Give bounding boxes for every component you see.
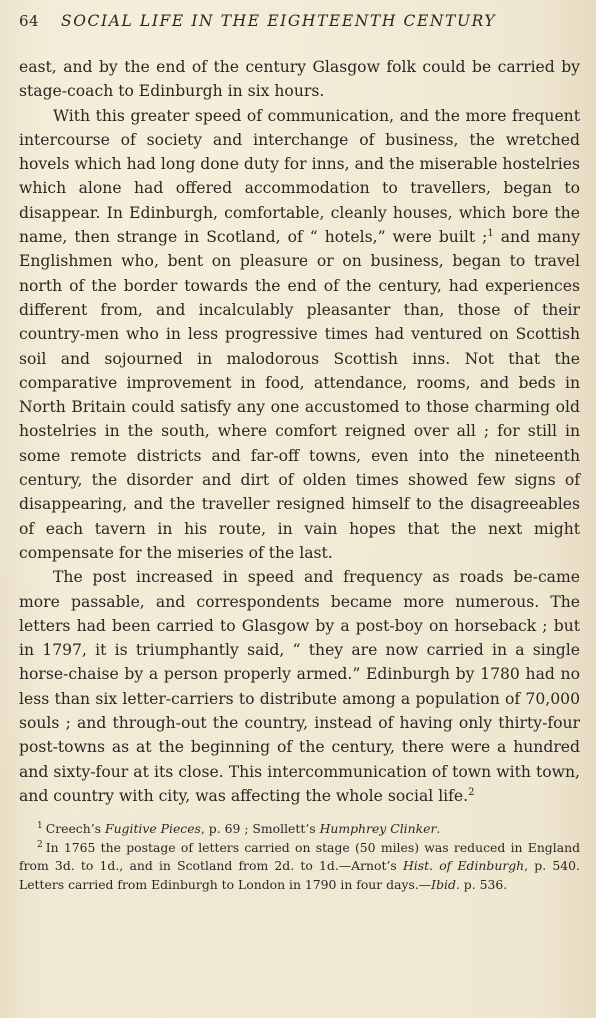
footnotes <box>19 820 580 894</box>
footnote-1-text-b: , p. 69 ; Smollett’s <box>200 821 320 837</box>
footnote-1-text-a: Creech’s <box>45 821 105 837</box>
footnote-1-title-fugitive-pieces: Fugitive Pieces <box>104 821 201 837</box>
footnote-1 <box>19 820 580 839</box>
page-header <box>19 12 580 36</box>
body-text <box>19 55 580 808</box>
paragraph-3-text: The post increased in speed and frequency as roads be-came more passable, and correspondents became more numerous. The letters had been carried to Glasgow by a post-boy on horseback ; but in 1797, it is triumphantly said, “ they are now carried in a single horse-chaise by a person properly armed.” Edinburgh by 1780 had no less than six letter-carriers to distribute among a population of 70,000 souls ; and through-out the country, instead of having only thirty-four post-towns as at the beginning of the century, there were a hundred and sixty-four at its close. This intercommunication of town with town, and country with city, was affecting the whole social life. <box>19 568 580 805</box>
paragraph-2-text-a: With this greater speed of communication, and the more frequent intercourse of society and interchange of business, the wretched hovels which had long done duty for inns, and the miserable hostelries which alone had offered accommodation to travellers, began to disappear. In Edinburgh, comfortable, cleanly houses, which bore the name, then strange in Scotland, of “ hotels,” were built ; <box>19 106 580 247</box>
paragraph-2-text-b: and many Englishmen who, bent on pleasure or on business, began to travel north of the border towards the end of the century, had experiences different from, and incalculably pleasanter than, those of their country-men who in less progressive times had ventured on Scottish soil and sojourned in malodorous Scottish inns. Not that the comparative improvement in food, attendance, rooms, and beds in North Britain could satisfy any one accustomed to those charming old hostelries in the south, where comfort reigned over all ; for still in some remote districts and far-off towns, even into the nineteenth century, the disorder and dirt of olden times showed few signs of disappearing, and the traveller resigned himself to the disagreeables of each tavern in his route, in vain hopes that the next might compensate for the miseries of the last. <box>19 228 581 562</box>
footnote-2-title-ibid: Ibid. <box>431 876 460 892</box>
footnote-1-title-humphrey-clinker: Humphrey Clinker <box>319 821 437 837</box>
paragraph-2 <box>19 104 580 566</box>
running-head: SOCIAL LIFE IN THE EIGHTEENTH CENTURY <box>61 12 497 30</box>
footnote-ref-1: 1 <box>487 227 494 239</box>
page-number: 64 <box>19 12 40 30</box>
footnote-1-text-c: . <box>436 821 441 837</box>
footnote-2-title-hist-edinburgh: Hist. of Edinburgh <box>402 858 525 874</box>
footnote-2-text-a: In 1765 the postage of letters carried on stage (50 miles) was reduced in England from 3d. to 1d., and in Scotland from 2d. to 1d.—Arnot’s <box>19 839 580 874</box>
footnote-2-text-b: , p. 540. Letters carried from Edinburgh to London in 1790 in four days.— <box>19 858 580 892</box>
footnote-2-text-c: p. 536. <box>459 876 508 892</box>
paragraph-1-text: east, and by the end of the century Glasgow folk could be carried by stage-coach to Edinburgh in six hours. <box>19 58 580 101</box>
paragraph-1 <box>19 55 580 104</box>
footnote-1-mark: 1 <box>37 821 43 832</box>
footnote-ref-2: 2 <box>468 786 475 798</box>
paragraph-3 <box>19 565 580 808</box>
footnote-2-mark: 2 <box>37 839 43 850</box>
footnote-2 <box>19 839 580 895</box>
